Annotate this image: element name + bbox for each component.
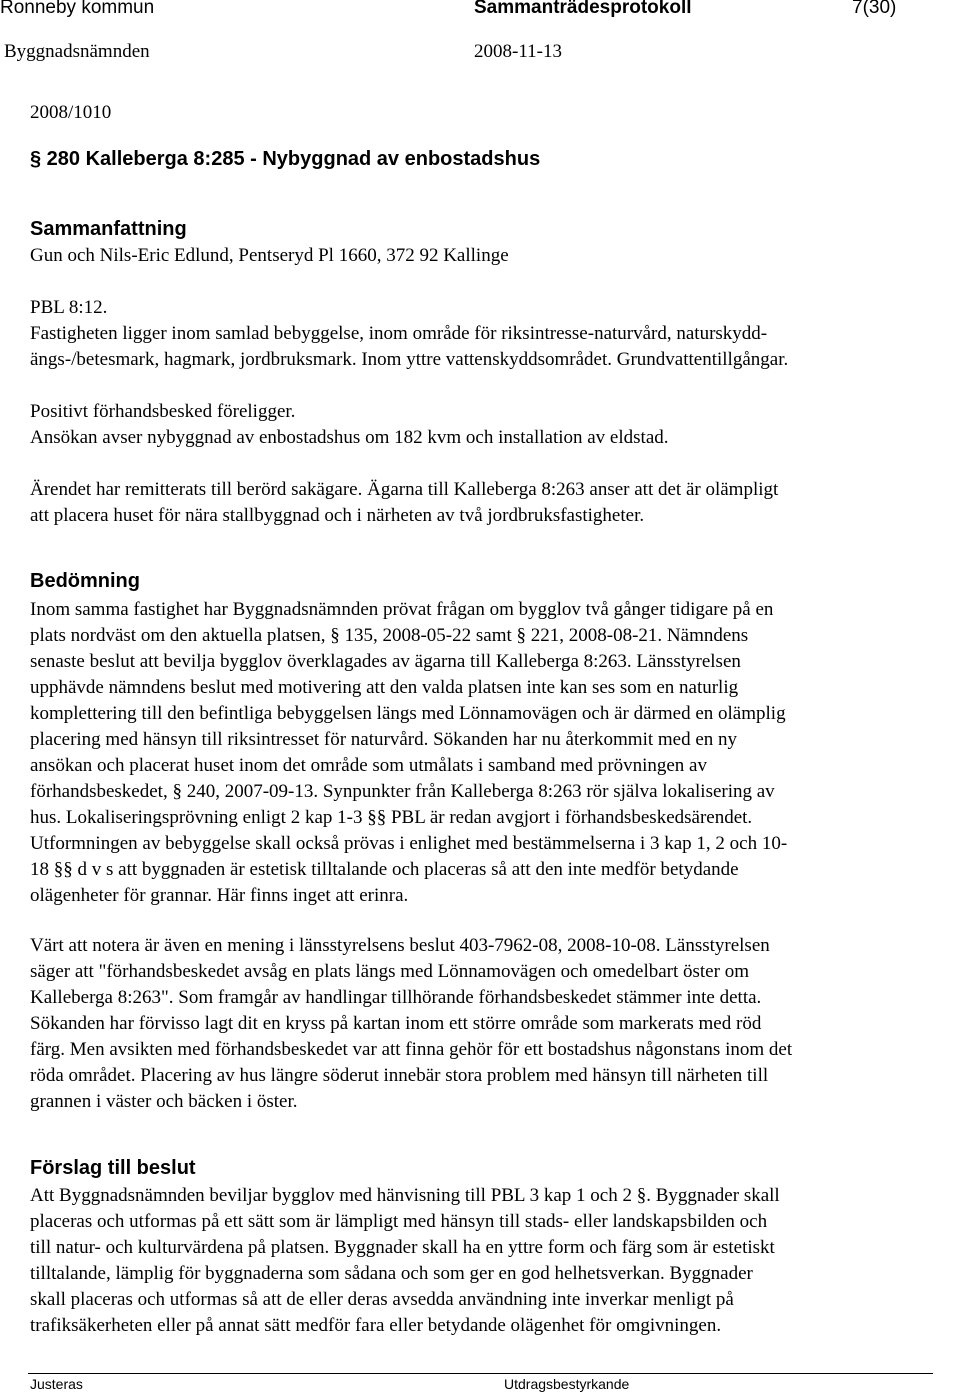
footer-justeras: Justeras <box>30 1376 83 1392</box>
heading-bedomning: Bedömning <box>30 570 140 592</box>
paragraph-remiss: Ärendet har remitterats till berörd sakägare. Ägarna till Kalleberga 8:263 anser att det är olämpligt att placera huset för nära stallbyggnad och i närheten av två jordbruksfastigheter. <box>30 479 779 526</box>
applicant-line: Gun och Nils-Eric Edlund, Pentseryd Pl 1660, 372 92 Kallinge <box>30 245 509 266</box>
footer-utdragsbestyrkande: Utdragsbestyrkande <box>504 1376 630 1392</box>
paragraph-forhandsbesked: Positivt förhandsbesked föreligger. Ansökan avser nybyggnad av enbostadshus om 182 kvm och installation av eldstad. <box>30 401 669 448</box>
footer-divider <box>28 1373 933 1374</box>
heading-forslag: Förslag till beslut <box>30 1157 196 1179</box>
paragraph-forslag: Att Byggnadsnämnden beviljar bygglov med hänvisning till PBL 3 kap 1 och 2 §. Byggnader skall placeras och utformas på ett sätt som är lämpligt med hänsyn till stads- eller landskapsbilden och till natur- och kulturvärdena på platsen. Byggnader skall ha en yttre form och färg som är estetiskt tilltalande, lämplig för byggnaderna som sådana och som ger en god helhetsverkan. Byggnader skall placeras och utformas så att de eller deras avsedda användning inte inverkar menligt på trafiksäkerheten eller på annat sätt medför fara eller betydande olägenhet för omgivningen. <box>30 1185 780 1336</box>
page-header <box>0 0 960 62</box>
page-number: 7(30) <box>852 0 897 18</box>
case-number: 2008/1010 <box>30 102 112 123</box>
meeting-date: 2008-11-13 <box>474 41 562 62</box>
paragraph-bedomning-1: Inom samma fastighet har Byggnadsnämnden prövat frågan om bygglov två gånger tidigare på en plats nordväst om den aktuella platsen, § 135, 2008-05-22 samt § 221, 2008-08-21. Nämndens senaste beslut att bevilja bygglov överklagades av ägarna till Kalleberga 8:263. Länsstyrelsen upphävde nämndens beslut med motivering att den valda platsen inte kan ses som en naturlig komplettering till den befintliga bebyggelsen längs med Lönnamovägen och är därmed en olämplig placering med hänsyn till riksintresset för naturvård. Sökanden har nu återkommit med en ny ansökan och placerat huset inom det område som utmålats i samband med prövningen av förhandsbeskedet, § 240, 2007-09-13. Synpunkter från Kalleberga 8:263 rör själva lokalisering av hus. Lokaliseringsprövning enligt 2 kap 1-3 §§ PBL är redan avgjort i förhandsbeskedsärendet. Utformningen av bebyggelse skall också prövas i enlighet med bestämmelserna i 3 kap 1, 2 och 10- 18 §§ d v s att byggnaden är estetisk tilltalande och placeras så att den inte medför betydande olägenheter för grannar. Här finns inget att erinra. <box>30 599 788 906</box>
org-name: Ronneby kommun <box>0 0 155 18</box>
doc-type: Sammanträdesprotokoll <box>474 0 692 18</box>
heading-sammanfattning: Sammanfattning <box>30 218 187 240</box>
case-title: § 280 Kalleberga 8:285 - Nybyggnad av enbostadshus <box>30 148 541 170</box>
committee-name: Byggnadsnämnden <box>4 41 150 62</box>
paragraph-bedomning-2: Värt att notera är även en mening i länsstyrelsens beslut 403-7962-08, 2008-10-08. Länsstyrelsen säger att "förhandsbeskedet avsåg en plats längs med Lönnamovägen och omedelbart öster om Kalleberga 8:263". Som framgår av handlingar tillhörande förhandsbeskedet stämmer inte detta. Sökanden har förvisso lagt dit en kryss på kartan inom ett större område som markerats med röd färg. Men avsikten med förhandsbeskedet var att finna gehör för ett bostadshus någonstans inom det röda området. Placering av hus längre söderut innebär stora problem med hänsyn till närheten till grannen i väster och bäcken i öster. <box>30 935 793 1112</box>
paragraph-pbl: PBL 8:12. Fastigheten ligger inom samlad bebyggelse, inom område för riksintresse-naturvård, naturskydd- ängs-/betesmark, hagmark, jordbruksmark. Inom yttre vattenskyddsområdet. Grundvattentillgångar. <box>30 297 789 370</box>
